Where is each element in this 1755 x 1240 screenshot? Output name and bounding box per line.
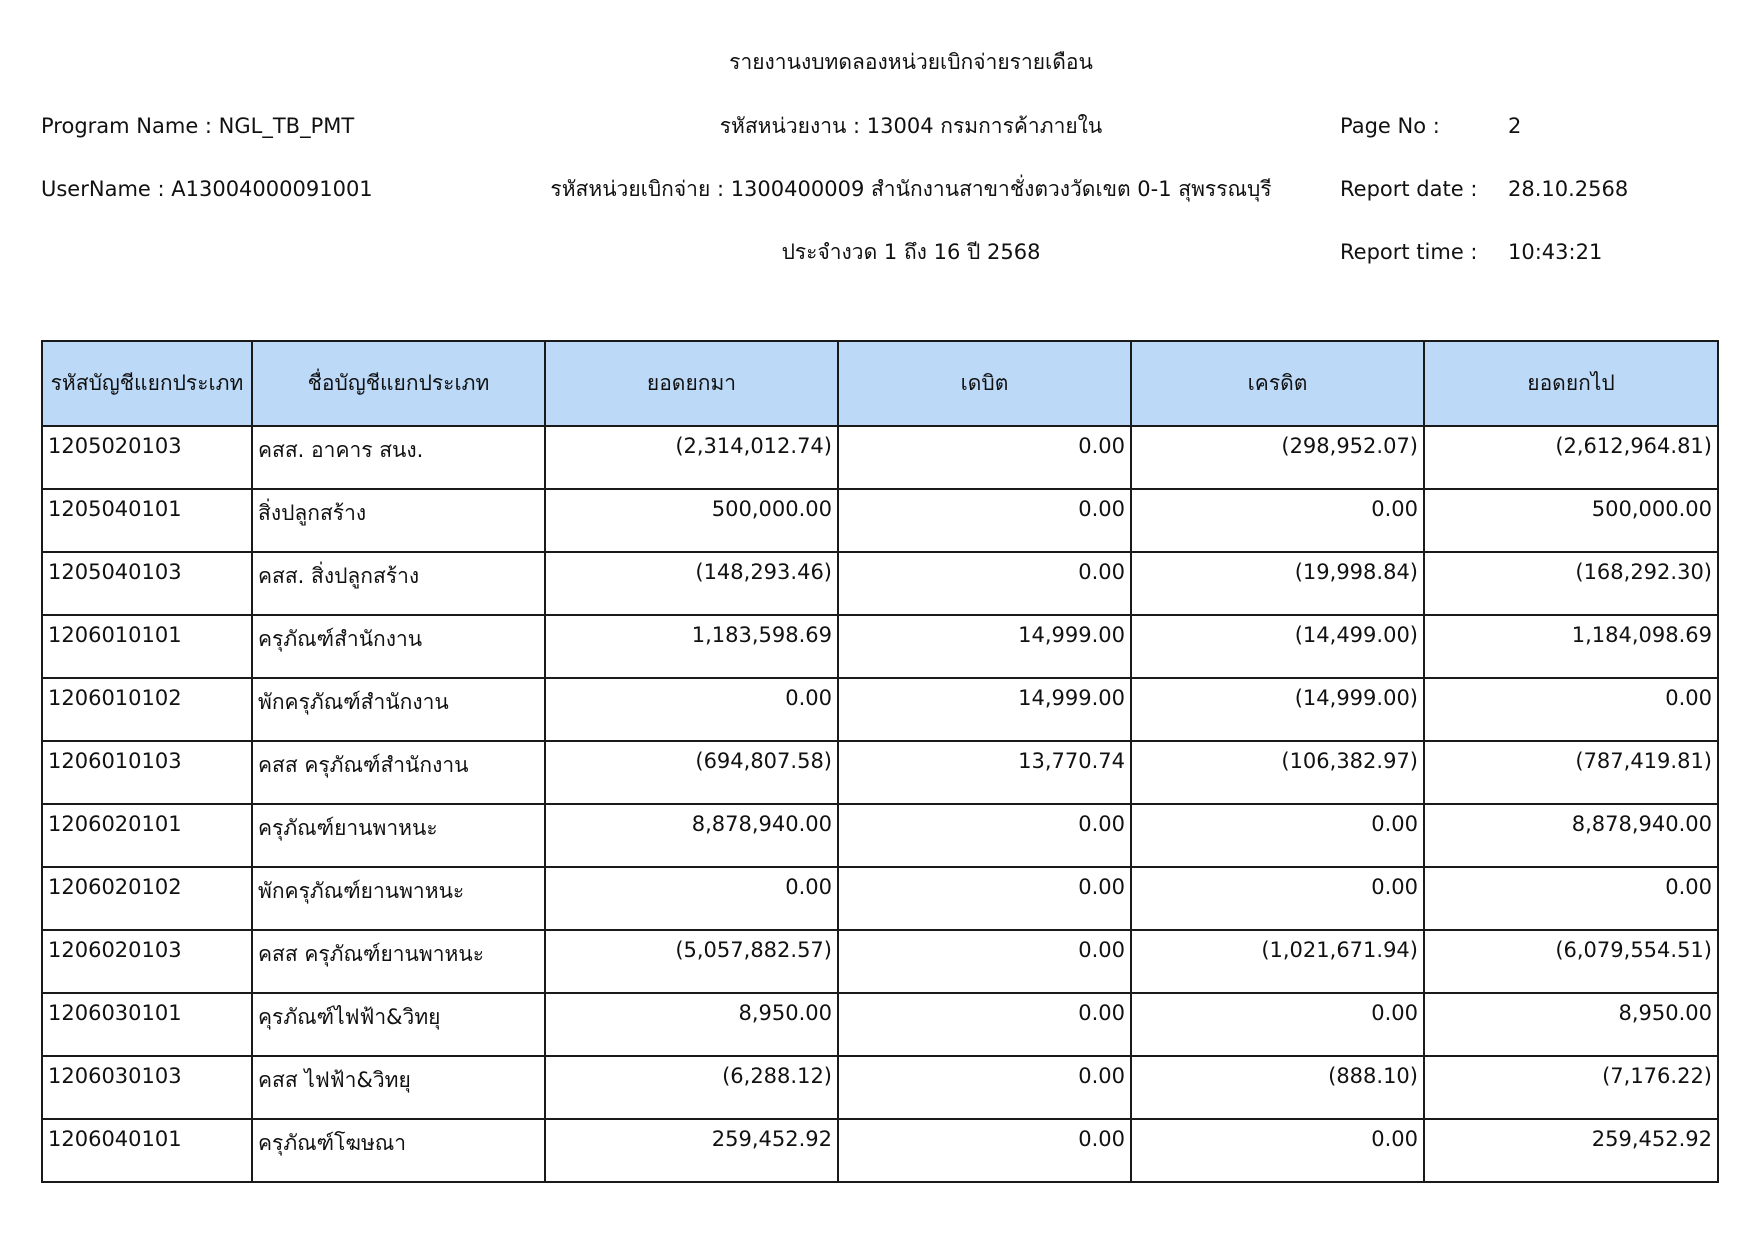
- table-row: [42, 489, 1718, 552]
- table-row: [42, 993, 1718, 1056]
- agency-code-line: รหัสหน่วยงาน : 13004 กรมการค้าภายใน: [719, 114, 1103, 138]
- cell-credit: 0.00: [1131, 993, 1424, 1056]
- cell-opening-balance: 500,000.00: [545, 489, 838, 552]
- cell-account-name: ครุภัณฑ์ยานพาหนะ: [252, 804, 545, 867]
- cell-opening-balance: 259,452.92: [545, 1119, 838, 1182]
- cell-credit: (14,999.00): [1131, 678, 1424, 741]
- disbursing-unit-line: รหัสหน่วยเบิกจ่าย : 1300400009 สำนักงานสาขาชั่งตวงวัดเขต 0-1 สุพรรณบุรี: [550, 177, 1272, 201]
- col-header-account-name: ชื่อบัญชีแยกประเภท: [252, 341, 545, 426]
- trial-balance-table: [41, 340, 1719, 1183]
- cell-credit: (298,952.07): [1131, 426, 1424, 489]
- table-row: [42, 678, 1718, 741]
- cell-opening-balance: 8,878,940.00: [545, 804, 838, 867]
- cell-account-name: ครุภัณฑ์สำนักงาน: [252, 615, 545, 678]
- table-row: [42, 930, 1718, 993]
- cell-debit: 14,999.00: [838, 615, 1131, 678]
- cell-opening-balance: (5,057,882.57): [545, 930, 838, 993]
- cell-debit: 0.00: [838, 489, 1131, 552]
- cell-account-code: 1206010102: [42, 678, 252, 741]
- cell-opening-balance: (2,314,012.74): [545, 426, 838, 489]
- cell-account-name: คสส ไฟฟ้า&วิทยุ: [252, 1056, 545, 1119]
- cell-account-name: สิ่งปลูกสร้าง: [252, 489, 545, 552]
- cell-account-name: พักครุภัณฑ์ยานพาหนะ: [252, 867, 545, 930]
- cell-account-name: พักครุภัณฑ์สำนักงาน: [252, 678, 545, 741]
- table-row: [42, 426, 1718, 489]
- program-name: Program Name : NGL_TB_PMT: [41, 114, 355, 138]
- cell-closing-balance: 8,950.00: [1424, 993, 1718, 1056]
- col-header-account-code: รหัสบัญชีแยกประเภท: [42, 341, 252, 426]
- cell-credit: 0.00: [1131, 867, 1424, 930]
- cell-closing-balance: 0.00: [1424, 867, 1718, 930]
- report-time-value: 10:43:21: [1508, 240, 1603, 264]
- table-row: [42, 615, 1718, 678]
- cell-account-name: คสส. สิ่งปลูกสร้าง: [252, 552, 545, 615]
- table-row: [42, 1056, 1718, 1119]
- cell-debit: 0.00: [838, 867, 1131, 930]
- cell-account-code: 1206030101: [42, 993, 252, 1056]
- report-date-value: 28.10.2568: [1508, 177, 1629, 201]
- cell-credit: 0.00: [1131, 1119, 1424, 1182]
- table-row: [42, 741, 1718, 804]
- cell-account-name: คสส ครุภัณฑ์สำนักงาน: [252, 741, 545, 804]
- cell-account-code: 1206030103: [42, 1056, 252, 1119]
- cell-closing-balance: 8,878,940.00: [1424, 804, 1718, 867]
- page-no-value: 2: [1508, 114, 1522, 138]
- cell-credit: 0.00: [1131, 804, 1424, 867]
- cell-account-name: คสส ครุภัณฑ์ยานพาหนะ: [252, 930, 545, 993]
- cell-debit: 0.00: [838, 1119, 1131, 1182]
- cell-closing-balance: 0.00: [1424, 678, 1718, 741]
- cell-credit: (19,998.84): [1131, 552, 1424, 615]
- table-row: [42, 867, 1718, 930]
- cell-debit: 0.00: [838, 930, 1131, 993]
- col-header-credit: เครดิต: [1131, 341, 1424, 426]
- cell-credit: (1,021,671.94): [1131, 930, 1424, 993]
- cell-account-name: คสส. อาคาร สนง.: [252, 426, 545, 489]
- cell-debit: 13,770.74: [838, 741, 1131, 804]
- period-line: ประจำงวด 1 ถึง 16 ปี 2568: [781, 240, 1041, 264]
- cell-account-code: 1206040101: [42, 1119, 252, 1182]
- table-row: [42, 1119, 1718, 1182]
- cell-debit: 0.00: [838, 993, 1131, 1056]
- cell-credit: (14,499.00): [1131, 615, 1424, 678]
- cell-account-code: 1206020101: [42, 804, 252, 867]
- col-header-closing-balance: ยอดยกไป: [1424, 341, 1718, 426]
- cell-opening-balance: 8,950.00: [545, 993, 838, 1056]
- table-row: [42, 804, 1718, 867]
- cell-account-code: 1206010103: [42, 741, 252, 804]
- cell-account-code: 1205040103: [42, 552, 252, 615]
- cell-credit: 0.00: [1131, 489, 1424, 552]
- cell-debit: 0.00: [838, 1056, 1131, 1119]
- cell-account-code: 1206020103: [42, 930, 252, 993]
- cell-closing-balance: (168,292.30): [1424, 552, 1718, 615]
- cell-account-name: ครุภัณฑ์โฆษณา: [252, 1119, 545, 1182]
- cell-closing-balance: (787,419.81): [1424, 741, 1718, 804]
- cell-closing-balance: 259,452.92: [1424, 1119, 1718, 1182]
- report-date-label: Report date :: [1340, 177, 1478, 201]
- cell-opening-balance: 1,183,598.69: [545, 615, 838, 678]
- page-no-label: Page No :: [1340, 114, 1440, 138]
- cell-opening-balance: (694,807.58): [545, 741, 838, 804]
- col-header-debit: เดบิต: [838, 341, 1131, 426]
- cell-opening-balance: (148,293.46): [545, 552, 838, 615]
- cell-debit: 0.00: [838, 804, 1131, 867]
- cell-account-code: 1205020103: [42, 426, 252, 489]
- cell-opening-balance: (6,288.12): [545, 1056, 838, 1119]
- cell-closing-balance: 1,184,098.69: [1424, 615, 1718, 678]
- cell-account-code: 1206010101: [42, 615, 252, 678]
- cell-account-name: คุรภัณฑ์ไฟฟ้า&วิทยุ: [252, 993, 545, 1056]
- cell-opening-balance: 0.00: [545, 867, 838, 930]
- table-header-row: [42, 341, 1718, 426]
- cell-closing-balance: 500,000.00: [1424, 489, 1718, 552]
- cell-debit: 0.00: [838, 426, 1131, 489]
- cell-credit: (888.10): [1131, 1056, 1424, 1119]
- cell-closing-balance: (6,079,554.51): [1424, 930, 1718, 993]
- report-time-label: Report time :: [1340, 240, 1478, 264]
- cell-closing-balance: (7,176.22): [1424, 1056, 1718, 1119]
- user-name: UserName : A13004000091001: [41, 177, 373, 201]
- cell-debit: 14,999.00: [838, 678, 1131, 741]
- cell-account-code: 1206020102: [42, 867, 252, 930]
- col-header-opening-balance: ยอดยกมา: [545, 341, 838, 426]
- cell-account-code: 1205040101: [42, 489, 252, 552]
- table-row: [42, 552, 1718, 615]
- report-title: รายงานงบทดลองหน่วยเบิกจ่ายรายเดือน: [729, 50, 1093, 74]
- cell-debit: 0.00: [838, 552, 1131, 615]
- cell-closing-balance: (2,612,964.81): [1424, 426, 1718, 489]
- cell-credit: (106,382.97): [1131, 741, 1424, 804]
- cell-opening-balance: 0.00: [545, 678, 838, 741]
